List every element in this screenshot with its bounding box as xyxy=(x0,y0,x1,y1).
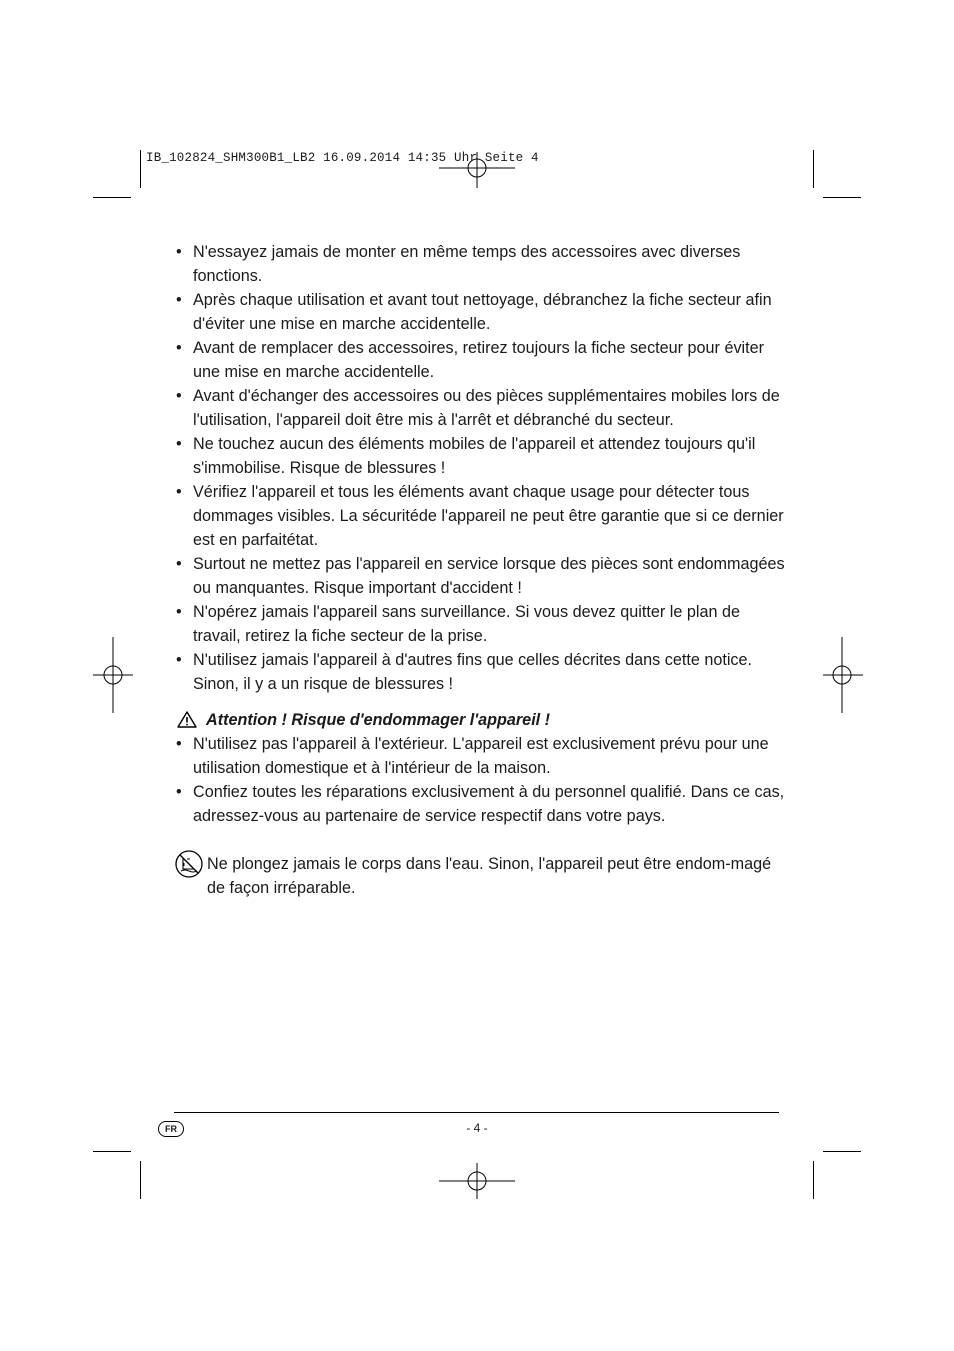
list-item: • N'opérez jamais l'appareil sans surveillance. Si vous devez quitter le plan de travail, retirez la fiche secteur de la prise. xyxy=(174,600,786,648)
list-item: • N'essayez jamais de monter en même temps des accessoires avec diverses fonctions. xyxy=(174,240,786,288)
registration-mark-left xyxy=(93,636,133,714)
no-immersion-icon xyxy=(174,849,204,879)
attention-bullet-list xyxy=(174,732,786,828)
page-number: - 4 - xyxy=(466,1121,488,1135)
list-item: • Surtout ne mettez pas l'appareil en service lorsque des pièces sont endommagées ou manquantes. Risque important d'accident ! xyxy=(174,552,786,600)
print-slug: IB_102824_SHM300B1_LB2 16.09.2014 14:35 Uhr Seite 4 xyxy=(146,151,539,165)
registration-mark-bottom xyxy=(436,1162,518,1202)
immersion-note xyxy=(174,852,786,900)
immersion-note-text: Ne plongez jamais le corps dans l'eau. Sinon, l'appareil peut être endom-magé de façon irréparable. xyxy=(207,855,772,897)
list-item: • N'utilisez jamais l'appareil à d'autres fins que celles décrites dans cette notice. Sinon, il y a un risque de blessures ! xyxy=(174,648,786,696)
list-item: • Ne touchez aucun des éléments mobiles de l'appareil et attendez toujours qu'il s'immobilise. Risque de blessures ! xyxy=(174,432,786,480)
list-item: • N'utilisez pas l'appareil à l'extérieur. L'appareil est exclusivement prévu pour une utilisation domestique et à l'intérieur de la maison. xyxy=(174,732,786,780)
registration-mark-top xyxy=(436,150,518,190)
language-badge: FR xyxy=(158,1121,184,1137)
footer-rule xyxy=(174,1112,779,1113)
list-item: • Après chaque utilisation et avant tout nettoyage, débranchez la fiche secteur afin d'éviter une mise en marche accidentelle. xyxy=(174,288,786,336)
list-item: • Vérifiez l'appareil et tous les éléments avant chaque usage pour détecter tous dommages visibles. La sécuritéde l'appareil ne peut être garantie que si ce dernier est en parfaitétat. xyxy=(174,480,786,552)
list-item: • Avant d'échanger des accessoires ou des pièces supplémentaires mobiles lors de l'utilisation, l'appareil doit être mis à l'arrêt et débranché du secteur. xyxy=(174,384,786,432)
safety-bullet-list xyxy=(174,240,786,696)
main-content xyxy=(174,240,786,900)
list-item: • Confiez toutes les réparations exclusivement à du personnel qualifié. Dans ce cas, adressez-vous au partenaire de service respectif dans votre pays. xyxy=(174,780,786,828)
attention-heading xyxy=(174,708,786,732)
warning-triangle-icon xyxy=(177,711,197,728)
registration-mark-right xyxy=(823,636,863,714)
attention-heading-text: Attention ! Risque d'endommager l'appareil ! xyxy=(206,711,551,729)
list-item: • Avant de remplacer des accessoires, retirez toujours la fiche secteur pour éviter une mise en marche accidentelle. xyxy=(174,336,786,384)
